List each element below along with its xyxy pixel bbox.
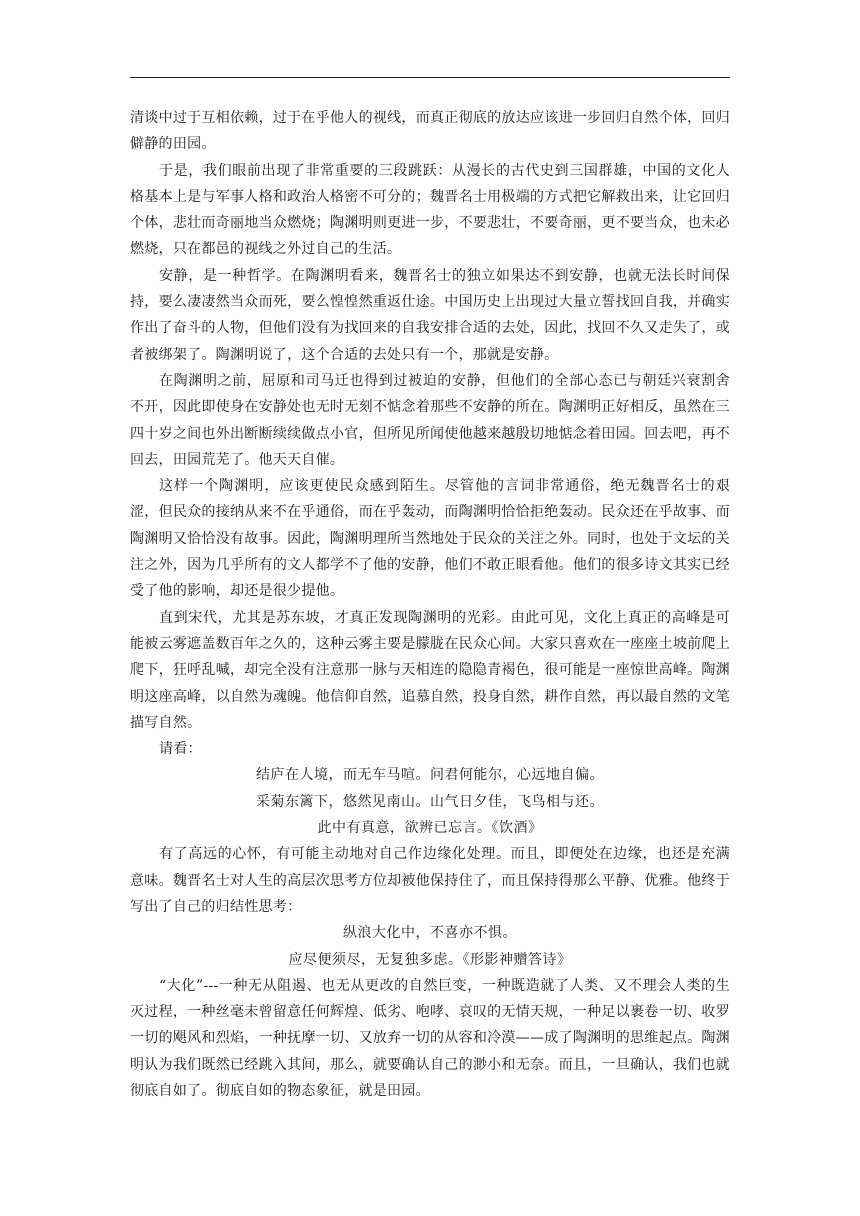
paragraph: 有了高远的心怀，有可能主动地对自己作边缘化处理。而且，即便处在边缘，也还是充满意味。魏晋名士对人生的高层次思考方位却被他保持住了，而且保持得那么平静、优雅。他终于写出了自己的归结性思考：: [130, 846, 730, 915]
paragraph: 清谈中过于互相依赖，过于在乎他人的视线，而真正彻底的放达应该进一步回归自然个体，回归僻静的田园。: [130, 110, 730, 153]
poem-line: 应尽便须尽，无复独多虑。《形影神赠答诗》: [288, 951, 572, 968]
document-page: [130, 0, 730, 1216]
paragraph: 这样一个陶渊明，应该更使民众感到陌生。尽管他的言词非常通俗，绝无魏晋名士的艰涩，但民众的接纳从来不在乎通俗，而在乎轰动，而陶渊明恰恰拒绝轰动。民众还在乎故事、而陶渊明又恰恰没有故事。因此，陶渊明理所当然地处于民众的关注之外。同时，也处于文坛的关注之外，因为几乎所有的文人都学不了他的安静，他们不敢正眼看他。他们的很多诗文其实已经受了他的影响，却还是很少提他。: [130, 478, 730, 600]
poem-line: 纵浪大化中，不喜亦不惧。: [343, 925, 517, 942]
poem-line: 采菊东篱下，悠然见南山。山气日夕佳，飞鸟相与还。: [256, 793, 604, 810]
paragraph: 在陶渊明之前，屈原和司马迁也得到过被迫的安静，但他们的全部心态已与朝廷兴衰割舍不开，因此即使身在安静处也无时无刻不惦念着那些不安静的所在。陶渊明正好相反，虽然在三四十岁之间也外出断断续续做点小官，但所见所闻使他越来越殷切地惦念着田园。回去吧，再不回去，田园荒芜了。他天天自催。: [130, 372, 730, 468]
poem-line: 结庐在人境，而无车马喧。问君何能尔，心远地自偏。: [256, 767, 604, 784]
poem-line: 此中有真意，欲辨已忘言。《饮酒》: [317, 820, 543, 837]
paragraph: 于是，我们眼前出现了非常重要的三段跳跃：从漫长的古代史到三国群雄，中国的文化人格基本上是与军事人格和政治人格密不可分的；魏晋名士用极端的方式把它解救出来，让它回归个体，悲壮而奇丽地当众燃烧；陶渊明则更进一步，不要悲壮，不要奇丽，更不要当众，也未必燃烧，只在都邑的视线之外过自己的生活。: [130, 162, 730, 258]
paragraph: “大化”---一种无从阻遏、也无从更改的自然巨变，一种既造就了人类、又不理会人类的生灭过程，一种丝毫未曾留意任何辉煌、低劣、咆哮、哀叹的无情天规，一种足以裹卷一切、收罗一切的飓风和烈焰，一种抚摩一切、又放弃一切的从容和冷漠——成了陶渊明的思维起点。陶渊明认为我们既然已经跳入其间，那么，就要确认自己的渺小和无奈。而且，一旦确认，我们也就彻底自如了。彻底自如的物态象征，就是田园。: [130, 977, 730, 1099]
header-rule: [130, 77, 730, 78]
paragraph: 安静，是一种哲学。在陶渊明看来，魏晋名士的独立如果达不到安静，也就无法长时间保持，要么凄凄然当众而死，要么惶惶然重返仕途。中国历史上出现过大量立誓找回自我，并确实作出了奋斗的人物，但他们没有为找回来的自我安排合适的去处，因此，找回不久又走失了，或者被绑架了。陶渊明说了，这个合适的去处只有一个，那就是安静。: [130, 267, 730, 363]
paragraph: 请看：: [159, 741, 202, 758]
document-body: [130, 105, 730, 1104]
paragraph: 直到宋代，尤其是苏东坡，才真正发现陶渊明的光彩。由此可见，文化上真正的高峰是可能被云雾遮盖数百年之久的，这种云雾主要是朦胧在民众心间。大家只喜欢在一座座土坡前爬上爬下，狂呼乱喊，却完全没有注意那一脉与天相连的隐隐青褐色，很可能是一座惊世高峰。陶渊明这座高峰，以自然为魂魄。他信仰自然，追慕自然，投身自然，耕作自然，再以最自然的文笔描写自然。: [130, 609, 730, 731]
